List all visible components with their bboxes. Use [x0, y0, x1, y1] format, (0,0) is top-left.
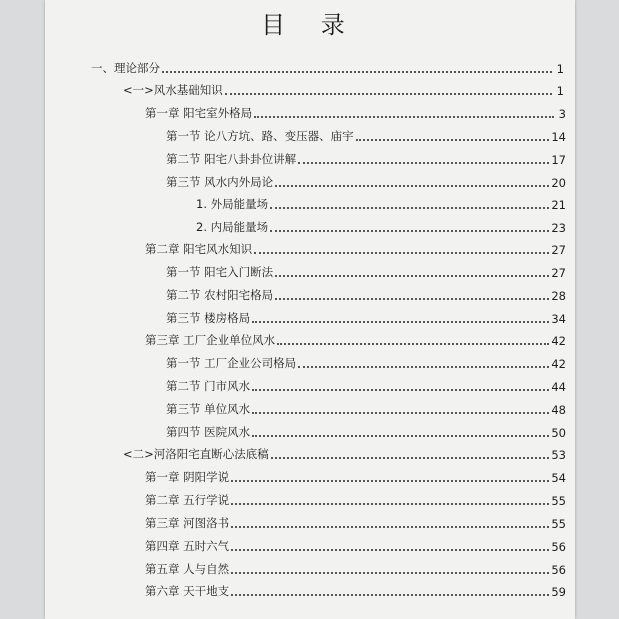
toc-entry: [123, 444, 566, 462]
toc-entry-page: 48: [551, 403, 566, 417]
toc-entry-label: 第五章 人与自然: [145, 562, 230, 576]
toc-entry: [166, 422, 566, 440]
toc-entry-label: 第二章 阳宅风水知识: [145, 242, 253, 256]
toc-leader-dots: [231, 480, 549, 482]
toc-entry-label: 第二节 农村阳宅格局: [166, 288, 274, 302]
toc-entry: [145, 490, 566, 508]
toc-entry-label: 一、理论部分: [91, 61, 160, 75]
toc-entry-label: 第一节 论八方坑、路、变压器、庙宇: [166, 129, 354, 143]
toc-entry-page: 59: [551, 585, 566, 599]
toc-entry-page: 1: [556, 84, 564, 98]
toc-entry: [123, 80, 564, 98]
toc-entry-page: 23: [551, 221, 566, 235]
toc-entry: [196, 194, 566, 212]
toc-entry: [166, 353, 566, 371]
toc-entry-label: 第六章 天干地支: [145, 584, 230, 598]
toc-leader-dots: [231, 594, 549, 596]
toc-leader-dots: [162, 71, 552, 73]
toc-leader-dots: [298, 366, 549, 368]
toc-entry-page: 50: [551, 426, 566, 440]
toc-entry-label: 第一节 阳宅入门断法: [166, 265, 274, 279]
toc-entry-page: 54: [551, 471, 566, 485]
toc-entry-page: 3: [558, 107, 566, 121]
toc-entry-label: 第二节 门市风水: [166, 379, 251, 393]
toc-leader-dots: [298, 162, 549, 164]
toc-entry-label: 第三节 单位风水: [166, 402, 251, 416]
toc-leader-dots: [252, 412, 549, 414]
toc-entry-label: 第一章 阴阳学说: [145, 470, 230, 484]
toc-entry: [145, 581, 566, 599]
toc-entry-page: 55: [551, 494, 566, 508]
toc-entry-page: 17: [551, 153, 566, 167]
toc-entry-page: 1: [556, 62, 564, 76]
toc-entry-label: 第四节 医院风水: [166, 425, 251, 439]
toc-leader-dots: [252, 435, 549, 437]
toc-entry-label: 第一章 阳宅室外格局: [145, 106, 253, 120]
toc-entry: [166, 308, 566, 326]
toc-entry-label: 第四章 五时六气: [145, 539, 230, 553]
toc-leader-dots: [275, 298, 549, 300]
toc-leader-dots: [254, 116, 554, 118]
toc-leader-dots: [275, 185, 549, 187]
page-title: 目 录: [261, 11, 359, 39]
toc-entry-label: 1. 外局能量场: [196, 197, 269, 211]
toc-entry-page: 14: [551, 130, 566, 144]
toc-entry-label: 第三章 河图洛书: [145, 516, 230, 530]
toc-entry: [166, 126, 566, 144]
toc-entry: [145, 513, 566, 531]
toc-entry-page: 56: [551, 540, 566, 554]
toc-entry-page: 44: [551, 380, 566, 394]
document-page: [45, 0, 575, 619]
toc-entry: [145, 536, 566, 554]
toc-entry: [166, 172, 566, 190]
toc-entry-label: 第一节 工厂企业公司格局: [166, 356, 297, 370]
toc-entry-label: 第三节 楼房格局: [166, 311, 251, 325]
toc-entry-page: 27: [551, 243, 566, 257]
toc-entry-page: 28: [551, 289, 566, 303]
toc-leader-dots: [231, 572, 549, 574]
toc-entry: [166, 376, 566, 394]
toc-entry: [166, 285, 566, 303]
toc-entry-label: 第三节 风水内外局论: [166, 175, 274, 189]
toc-leader-dots: [225, 93, 552, 95]
toc-entry: [166, 262, 566, 280]
toc-entry-label: 第二节 阳宅八卦卦位讲解: [166, 152, 297, 166]
toc-entry-page: 34: [551, 312, 566, 326]
toc-leader-dots: [356, 139, 550, 141]
toc-entry-label: 2. 内局能量场: [196, 220, 269, 234]
toc-entry-page: 20: [551, 176, 566, 190]
toc-leader-dots: [231, 503, 549, 505]
toc-leader-dots: [270, 207, 549, 209]
toc-entry-page: 27: [551, 266, 566, 280]
toc-entry: [91, 58, 564, 76]
toc-leader-dots: [277, 343, 549, 345]
toc-leader-dots: [270, 230, 549, 232]
toc-entry-page: 42: [551, 334, 566, 348]
toc-leader-dots: [252, 389, 549, 391]
toc-leader-dots: [231, 526, 549, 528]
toc-leader-dots: [271, 457, 550, 459]
toc-entry-label: <二>河洛阳宅直断心法底稿: [123, 447, 269, 461]
toc-leader-dots: [252, 321, 549, 323]
toc-entry: [145, 330, 566, 348]
toc-entry-page: 56: [551, 563, 566, 577]
toc-entry-label: 第二章 五行学说: [145, 493, 230, 507]
toc-entry: [145, 559, 566, 577]
toc-entry: [166, 399, 566, 417]
toc-entry-label: <一>风水基础知识: [123, 83, 223, 97]
toc-leader-dots: [275, 275, 549, 277]
toc-entry: [145, 239, 566, 257]
toc-entry-page: 53: [551, 448, 566, 462]
toc-entry-page: 55: [551, 517, 566, 531]
toc-entry: [145, 103, 566, 121]
toc-entry-label: 第三章 工厂企业单位风水: [145, 333, 276, 347]
toc-entry: [145, 467, 566, 485]
toc-entry: [196, 217, 566, 235]
toc-leader-dots: [254, 252, 549, 254]
toc-entry-page: 21: [551, 198, 566, 212]
toc-leader-dots: [231, 549, 549, 551]
toc-entry-page: 42: [551, 357, 566, 371]
toc-entry: [166, 149, 566, 167]
